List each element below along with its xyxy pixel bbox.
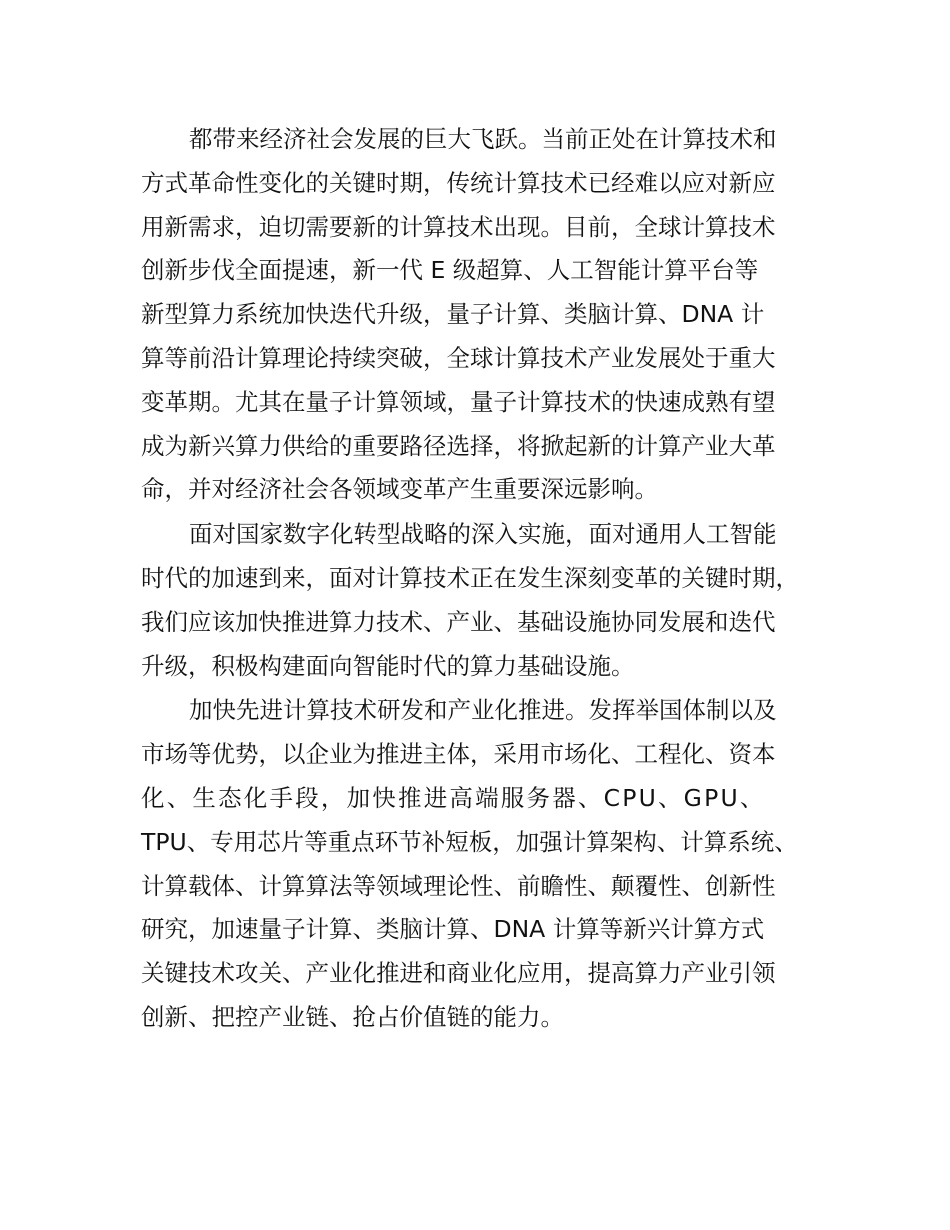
text-line: 研究，加速量子计算、类脑计算、DNA 计算等新兴计算方式 (141, 915, 765, 944)
text-line: 创新、把控产业链、抢占价值链的能力。 (141, 1002, 564, 1031)
text-line: 新型算力系统加快迭代升级，量子计算、类脑计算、DNA 计 (141, 300, 765, 329)
text-line: 计算载体、计算算法等领域理论性、前瞻性、颠覆性、创新性 (141, 871, 776, 900)
paragraph-1 (141, 118, 831, 512)
text-line: 升级，积极构建面向智能时代的算力基础设施。 (141, 651, 635, 680)
text-line: 面对国家数字化转型战略的深入实施，面对通用人工智能 (189, 520, 777, 549)
paragraph-3 (141, 689, 831, 1039)
text-line: 创新步伐全面提速，新一代 E 级超算、人工智能计算平台等 (141, 256, 759, 285)
text-line: 市场等优势，以企业为推进主体，采用市场化、工程化、资本 (141, 740, 776, 769)
document-body (141, 118, 831, 1041)
text-line: 关键技术攻关、产业化推进和商业化应用，提高算力产业引领 (141, 959, 776, 988)
text-line: 变革期。尤其在量子计算领域，量子计算技术的快速成熟有望 (141, 387, 776, 416)
text-line: 时代的加速到来，面对计算技术正在发生深刻变革的关键时期， (141, 563, 799, 592)
paragraph-2 (141, 513, 831, 688)
text-line: 加快先进计算技术研发和产业化推进。发挥举国体制以及 (189, 696, 777, 725)
text-line: 算等前沿计算理论持续突破，全球计算技术产业发展处于重大 (141, 343, 776, 372)
text-line: 用新需求，迫切需要新的计算技术出现。目前，全球计算技术 (141, 212, 776, 241)
text-line: 命，并对经济社会各领域变革产生重要深远影响。 (141, 475, 658, 504)
text-line: 方式革命性变化的关键时期，传统计算技术已经难以应对新应 (141, 168, 776, 197)
text-line: 化、生态化手段，加快推进高端服务器、CPU、GPU、 (141, 783, 766, 812)
text-line: 成为新兴算力供给的重要路径选择，将掀起新的计算产业大革 (141, 431, 776, 460)
text-line: 都带来经济社会发展的巨大飞跃。当前正处在计算技术和 (189, 125, 777, 153)
text-line: 我们应该加快推进算力技术、产业、基础设施协同发展和迭代 (141, 607, 776, 636)
text-line: TPU、专用芯片等重点环节补短板，加强计算架构、计算系统、 (141, 827, 798, 856)
